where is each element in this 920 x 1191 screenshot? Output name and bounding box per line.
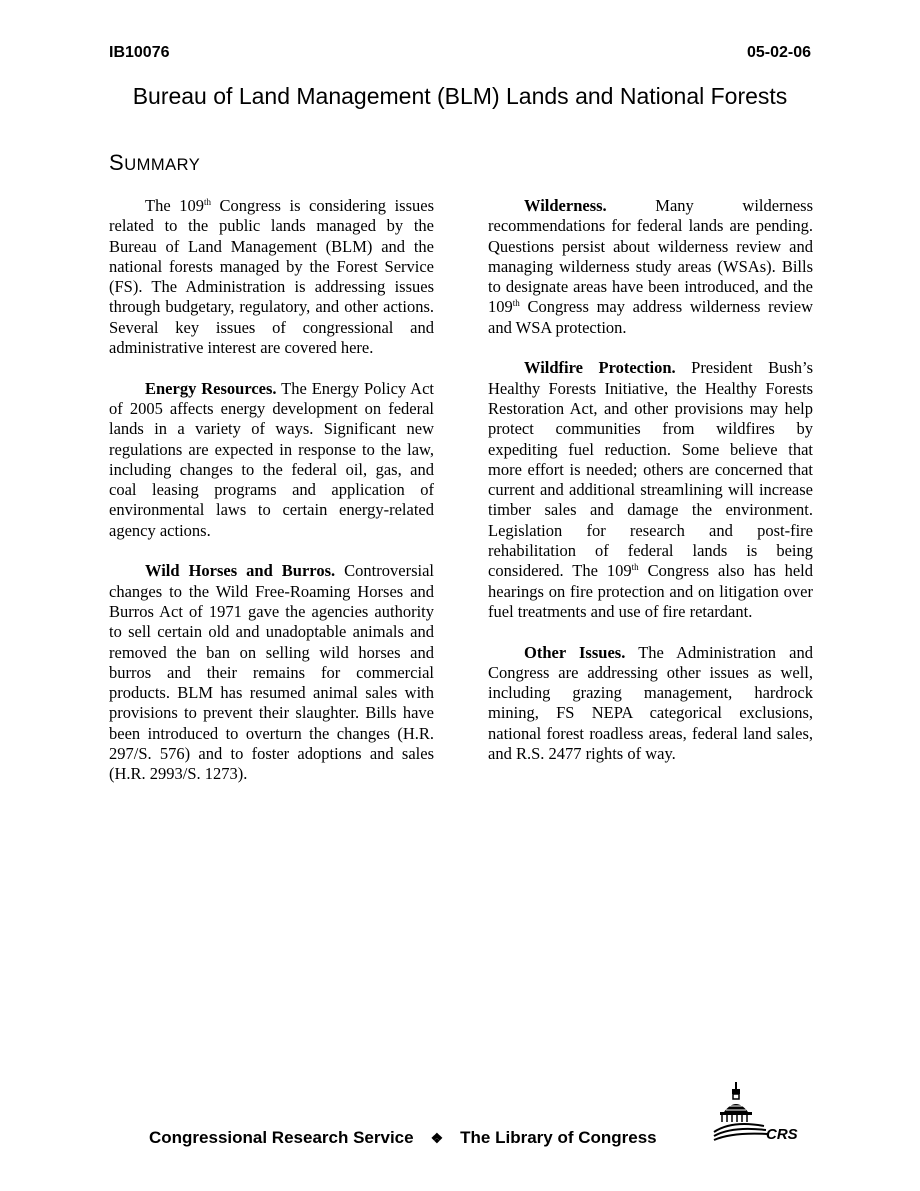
summary-heading-first: S: [109, 150, 125, 175]
intro-text-post: Congress is considering issues related to the public lands managed by the Bureau of Land Management (BLM) and the national forests managed by the Forest Service (FS). The Administration is addressing issues through budgetary, regulatory, and other actions. Several key issues of congressional and administrative interest are covered here.: [109, 196, 434, 358]
left-column: [109, 196, 434, 805]
wildfire-paragraph: [488, 358, 813, 622]
wildfire-text-post: Congress also has held hearings on fire protection and on litigation over fuel treatments and use of fire retardant.: [488, 561, 814, 621]
other-paragraph: [488, 643, 813, 765]
wildfire-text-pre: President Bush’s Healthy Forests Initiative, the Healthy Forests Restoration Act, and other provisions may help protect communities from wildfires by expediting fuel reduction. Some believe that more effort is needed; others are concerned that current and additional streamlining will increase timber sales and damage the environment. Legislation for research and post-fire rehabilitation of federal lands is being considered. The 109: [488, 358, 813, 581]
page-title: Bureau of Land Management (BLM) Lands and National Forests: [132, 83, 788, 109]
wilderness-superscript: th: [512, 298, 520, 309]
wilderness-text-pre: Many wilderness recommendations for federal lands are pending. Questions persist about wilderness review and managing wilderness study areas (WSAs). Bills to designate areas have been introduced, and the 109: [488, 196, 813, 317]
footer-separator-icon: ❖: [430, 1130, 444, 1146]
intro-superscript: th: [203, 197, 211, 207]
summary-heading-rest: UMMARY: [124, 156, 201, 174]
energy-label: Energy Resources.: [145, 378, 277, 398]
energy-text: The Energy Policy Act of 2005 affects energy development on federal lands in a variety of ways. Significant new regulations are expected in response to the law, including changes to the federal oil, gas, and coal leasing programs and application of environmental laws to certain energy-related agency actions.: [109, 378, 434, 540]
summary-heading: [109, 150, 200, 176]
intro-paragraph: [109, 196, 434, 358]
right-column: [488, 196, 813, 785]
report-date: 05-02-06: [746, 44, 811, 61]
other-text: The Administration and Congress are addressing other issues as well, including grazing management, hardrock mining, FS NEPA categorical exclusions, national forest roadless areas, federal land sales, and R.S. 2477 rights of way.: [488, 642, 813, 764]
wildfire-superscript: th: [631, 562, 639, 573]
footer: [149, 1128, 657, 1148]
wildfire-label: Wildfire Protection.: [524, 358, 676, 378]
energy-paragraph: [109, 379, 434, 541]
horses-label: Wild Horses and Burros.: [145, 561, 336, 581]
footer-library: The Library of Congress: [460, 1128, 657, 1147]
report-id: IB10076: [109, 44, 170, 61]
horses-text: Controversial changes to the Wild Free-Roaming Horses and Burros Act of 1971 gave the agencies authority to sell certain old and unadoptable animals and removed the ban on selling wild horses and burros and their remains for commercial products. BLM has resumed animal sales with provisions to prevent their slaughter. Bills have been introduced to overturn the changes (H.R. 297/S. 576) and to foster adoptions and sales (H.R. 2993/S. 1273).: [109, 561, 434, 784]
other-label: Other Issues.: [524, 642, 626, 662]
horses-paragraph: [109, 561, 434, 784]
wilderness-paragraph: [488, 196, 813, 338]
footer-crs: Congressional Research Service: [149, 1128, 414, 1147]
wilderness-text-post: Congress may address wilderness review and WSA protection.: [488, 297, 813, 337]
intro-text-pre: The 109: [145, 196, 204, 215]
wilderness-label: Wilderness.: [524, 196, 607, 215]
crs-logo-text: CRS: [766, 1126, 798, 1143]
